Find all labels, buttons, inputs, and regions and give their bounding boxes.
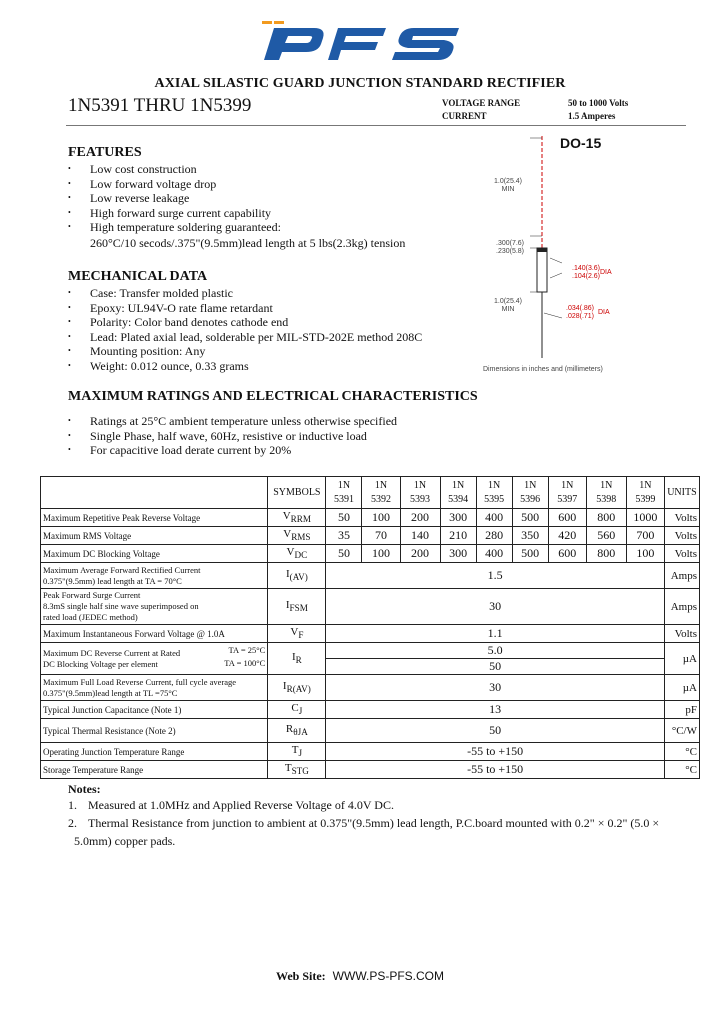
value-cell: 30 — [326, 675, 664, 701]
ratings-item: • Ratings at 25°C ambient temperature unless otherwise specified — [68, 414, 688, 429]
value-cell: 70 — [362, 527, 400, 545]
table-row — [41, 625, 700, 643]
lead-diameter-dim: .034(.86) .028(.71) — [566, 305, 595, 320]
mechanical-item: • Epoxy: UL94V-O rate flame retardant — [68, 301, 488, 316]
note-number: 1. — [68, 798, 77, 812]
value-cell: 35 — [326, 527, 362, 545]
value-cell: -55 to +150 — [326, 761, 664, 779]
value-cell: 800 — [586, 545, 626, 563]
dia-label: DIA — [600, 269, 612, 276]
unit-cell: Volts — [664, 545, 699, 563]
value-cell: 300 — [440, 545, 476, 563]
units-header: UNITS — [664, 477, 699, 509]
feature-item: • Low forward voltage drop — [68, 177, 468, 192]
table-row — [41, 509, 700, 527]
table-row — [41, 563, 700, 589]
part-header: 1N 5397 — [548, 477, 586, 509]
unit-cell: Amps — [664, 563, 699, 589]
unit-cell: µA — [664, 675, 699, 701]
table-row — [41, 701, 700, 719]
value-cell: 600 — [548, 509, 586, 527]
feature-continuation: 260°C/10 secods/.375"(9.5mm)lead length at 5 lbs(2.3kg) tension — [90, 235, 406, 250]
value-cell: 800 — [586, 509, 626, 527]
part-range: 1N5391 THRU 1N5399 — [68, 95, 252, 116]
symbol-cell: $C_J$ — [268, 701, 326, 719]
table-row — [41, 643, 700, 659]
table-header-blank — [41, 477, 268, 509]
mechanical-item: • Lead: Plated axial lead, solderable per MIL-STD-202E method 208C — [68, 330, 488, 345]
value-cell: 600 — [548, 545, 586, 563]
value-cell: 300 — [440, 509, 476, 527]
value-cell: 400 — [476, 509, 512, 527]
mechanical-item: • Weight: 0.012 ounce, 0.33 grams — [68, 359, 488, 374]
mechanical-item: • Case: Transfer molded plastic — [68, 286, 488, 301]
body-length-dim: .300(7.6) .230(5.8) — [496, 240, 525, 255]
value-cell: 700 — [626, 527, 664, 545]
table-row — [41, 675, 700, 701]
value-cell: 500 — [512, 509, 548, 527]
notes-section — [68, 782, 659, 849]
symbol-cell: $I_{(AV)}$ — [268, 563, 326, 589]
table-row — [41, 719, 700, 743]
symbol-cell: $I_{R(AV)}$ — [268, 675, 326, 701]
table-row — [41, 545, 700, 563]
ratings-heading: MAXIMUM RATINGS AND ELECTRICAL CHARACTERISTICS — [68, 389, 478, 404]
part-header: 1N 5396 — [512, 477, 548, 509]
mechanical-heading: MECHANICAL DATA — [68, 269, 208, 284]
part-header: 1N 5393 — [400, 477, 440, 509]
unit-cell: °C/W — [664, 719, 699, 743]
part-header: 1N 5394 — [440, 477, 476, 509]
param-cell: Storage Temperature Range — [41, 761, 268, 779]
unit-cell: °C — [664, 761, 699, 779]
note-number: 2. — [68, 816, 77, 830]
value-cell: 210 — [440, 527, 476, 545]
ratings-section — [68, 389, 688, 458]
value-cell: 100 — [362, 545, 400, 563]
value-cell: 30 — [326, 589, 664, 625]
value-cell: 140 — [400, 527, 440, 545]
value-cell: 100 — [362, 509, 400, 527]
param-cell: Typical Junction Capacitance (Note 1) — [41, 701, 268, 719]
part-header: 1N 5398 — [586, 477, 626, 509]
value-cell: 200 — [400, 545, 440, 563]
param-cell: Maximum DC Reverse Current at Rated DC Blocking Voltage per element TA = 25°C TA = 100°C — [41, 643, 268, 675]
dimension-note: Dimensions in inches and (millimeters) — [483, 366, 603, 373]
footer — [0, 969, 720, 984]
value-cell: 50 — [326, 659, 664, 675]
dia-label: DIA — [598, 309, 610, 316]
value-cell: 500 — [512, 545, 548, 563]
symbol-cell: $V_{RRM}$ — [268, 509, 326, 527]
param-cell: Operating Junction Temperature Range — [41, 743, 268, 761]
symbol-cell: $V_{RMS}$ — [268, 527, 326, 545]
table-row — [41, 527, 700, 545]
voltage-range-label: VOLTAGE RANGE — [442, 98, 521, 108]
value-cell: 1.1 — [326, 625, 664, 643]
unit-cell: µA — [664, 643, 699, 675]
notes-heading: Notes: — [68, 782, 101, 796]
symbol-cell: $R_{\theta JA}$ — [268, 719, 326, 743]
package-name: DO-15 — [560, 135, 602, 151]
param-cell: Peak Forward Surge Current 8.3mS single half sine wave superimposed on rated load (JEDEC method) — [41, 589, 268, 625]
note-2-continued: 5.0mm) copper pads. — [74, 834, 176, 848]
symbol-cell: $V_{DC}$ — [268, 545, 326, 563]
value-cell: 420 — [548, 527, 586, 545]
symbols-header: SYMBOLS — [268, 477, 326, 509]
unit-cell: Volts — [664, 509, 699, 527]
mechanical-item: • Polarity: Color band denotes cathode end — [68, 315, 488, 330]
features-heading: FEATURES — [68, 145, 142, 160]
value-cell: 13 — [326, 701, 664, 719]
value-cell: 50 — [326, 545, 362, 563]
feature-item: • High forward surge current capability — [68, 206, 468, 221]
current-label: CURRENT — [442, 111, 487, 121]
value-cell: 1.5 — [326, 563, 664, 589]
value-cell: 280 — [476, 527, 512, 545]
current-value: 1.5 Amperes — [568, 111, 616, 121]
pfs-logo — [254, 14, 466, 70]
symbol-cell: $I_R$ — [268, 643, 326, 675]
website-label: Web Site: — [276, 969, 326, 983]
value-cell: -55 to +150 — [326, 743, 664, 761]
param-cell: Maximum Average Forward Rectified Current 0.375"(9.5mm) lead length at TA = 70°C — [41, 563, 268, 589]
param-cell: Maximum RMS Voltage — [41, 527, 268, 545]
unit-cell: Volts — [664, 625, 699, 643]
unit-cell: Amps — [664, 589, 699, 625]
header-divider — [66, 125, 686, 126]
unit-cell: °C — [664, 743, 699, 761]
table-header-row — [41, 477, 700, 509]
note-2: Thermal Resistance from junction to ambient at 0.375"(9.5mm) lead length, P.C.board mounted with 0.2" × 0.2" (5.0 × — [88, 816, 660, 830]
symbol-cell: $V_F$ — [268, 625, 326, 643]
value-cell: 1000 — [626, 509, 664, 527]
ratings-table — [40, 476, 700, 779]
lead-length-bottom: 1.0(25.4) MIN — [494, 298, 523, 313]
table-row — [41, 589, 700, 625]
voltage-range-value: 50 to 1000 Volts — [568, 98, 629, 108]
value-cell: 50 — [326, 509, 362, 527]
param-cell: Maximum Repetitive Peak Reverse Voltage — [41, 509, 268, 527]
part-header: 1N 5392 — [362, 477, 400, 509]
ratings-item: • Single Phase, half wave, 60Hz, resistive or inductive load — [68, 429, 688, 444]
website-link[interactable]: WWW.PS-PFS.COM — [332, 969, 444, 983]
document-title: AXIAL SILASTIC GUARD JUNCTION STANDARD RECTIFIER — [154, 76, 566, 91]
unit-cell: Volts — [664, 527, 699, 545]
feature-item: • Low reverse leakage — [68, 191, 468, 206]
mechanical-item: • Mounting position: Any — [68, 344, 488, 359]
mechanical-section — [68, 269, 488, 373]
param-cell: Maximum DC Blocking Voltage — [41, 545, 268, 563]
part-header: 1N 5391 — [326, 477, 362, 509]
ratings-item: • For capacitive load derate current by 20% — [68, 443, 688, 458]
symbol-cell: $I_{FSM}$ — [268, 589, 326, 625]
value-cell: 560 — [586, 527, 626, 545]
part-header: 1N 5399 — [626, 477, 664, 509]
body-diameter-dim: .140(3.6) .104(2.6) — [572, 265, 601, 280]
unit-cell: pF — [664, 701, 699, 719]
param-cell: Typical Thermal Resistance (Note 2) — [41, 719, 268, 743]
value-cell: 5.0 — [326, 643, 664, 659]
table-row — [41, 761, 700, 779]
symbol-cell: $T_J$ — [268, 743, 326, 761]
part-header: 1N 5395 — [476, 477, 512, 509]
feature-item: • High temperature soldering guaranteed: — [68, 220, 468, 235]
table-row — [41, 743, 700, 761]
param-cell: Maximum Full Load Reverse Current, full cycle average 0.375"(9.5mm)lead length at TL =75°C — [41, 675, 268, 701]
value-cell: 100 — [626, 545, 664, 563]
lead-length-top: 1.0(25.4) MIN — [494, 178, 523, 193]
value-cell: 350 — [512, 527, 548, 545]
note-1: Measured at 1.0MHz and Applied Reverse Voltage of 4.0V DC. — [88, 798, 394, 812]
feature-item: • Low cost construction — [68, 162, 468, 177]
value-cell: 200 — [400, 509, 440, 527]
value-cell: 50 — [326, 719, 664, 743]
features-section — [68, 145, 468, 250]
value-cell: 400 — [476, 545, 512, 563]
param-cell: Maximum Instantaneous Forward Voltage @ 1.0A — [41, 625, 268, 643]
symbol-cell: $T_{STG}$ — [268, 761, 326, 779]
